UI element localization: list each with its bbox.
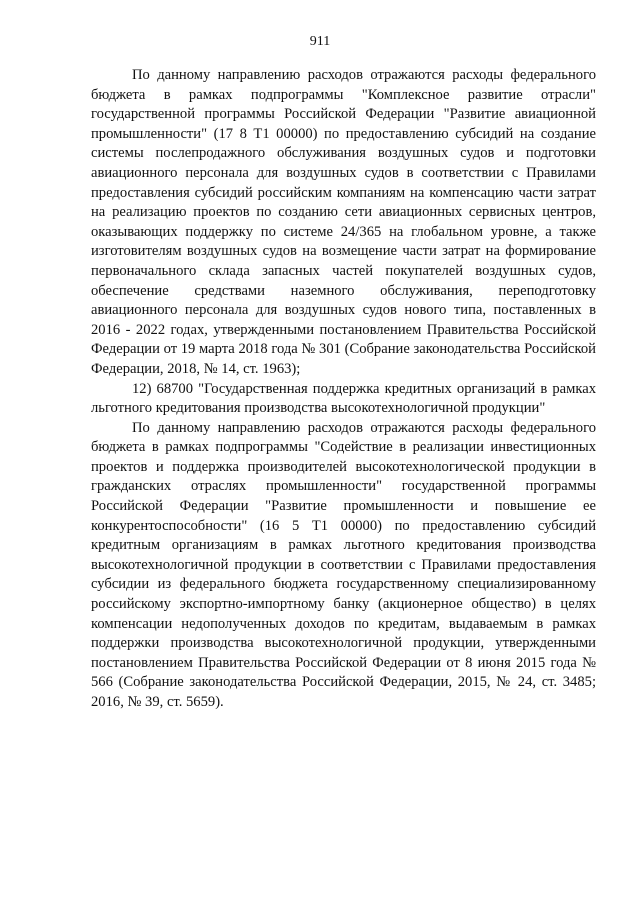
document-body [91, 66, 596, 713]
paragraph-subsidies-credit: По данному направлению расходов отражаются расходы федерального бюджета в рамках подпрограммы "Содействие в реализации инвестиционных проектов и поддержка производителей высокотехнологической продукции в гражданских отраслях промышленности" государственной программы Российской Федерации "Развитие промышленности и повышение ее конкурентоспособности" (16 5 Т1 00000) по предоставлению субсидий кредитным организациям в рамках льготного кредитования производства высокотехнологичной продукции в соответствии с Правилами предоставления субсидии из федерального бюджета государственному специализированному российскому экспортно-импортному банку (акционерное общество) в целях компенсации недополученных доходов по кредитам, выдаваемым в рамках поддержки производства высокотехнологичной продукции, утвержденными постановлением Правительства Российской Федерации от 8 июня 2015 года № 566 (Собрание законодательства Российской Федерации, 2015, № 24, ст. 3485; 2016, № 39, ст. 5659). [91, 419, 596, 710]
page-number: 911 [309, 34, 331, 49]
paragraph-heading-68700: 12) 68700 "Государственная поддержка кредитных организаций в рамках льготного кредитования производства высокотехнологичной продукции" [91, 380, 596, 417]
paragraph-subsidies-aviation: По данному направлению расходов отражаются расходы федерального бюджета в рамках подпрограммы "Комплексное развитие отрасли" государственной программы Российской Федерации "Развитие авиационной промышленности" (17 8 Т1 00000) по предоставлению субсидий на создание системы послепродажного обслуживания воздушных судов и подготовки авиационного персонала для воздушных судов в соответствии с Правилами предоставления субсидий российским компаниям на компенсацию части затрат на реализацию проектов по созданию сети авиационных сервисных центров, оказывающих поддержку по системе 24/365 на глобальном уровне, а также изготовителям воздушных судов на возмещение части затрат на формирование первоначального склада запасных частей покупателей воздушных судов, обеспечение средствами наземного обслуживания, переподготовку авиационного персонала для воздушных судов нового типа, поставленных в 2016 - 2022 годах, утвержденными постановлением Правительства Российской Федерации от 19 марта 2018 года № 301 (Собрание законодательства Российской Федерации, 2018, № 14, ст. 1963); [91, 67, 596, 377]
